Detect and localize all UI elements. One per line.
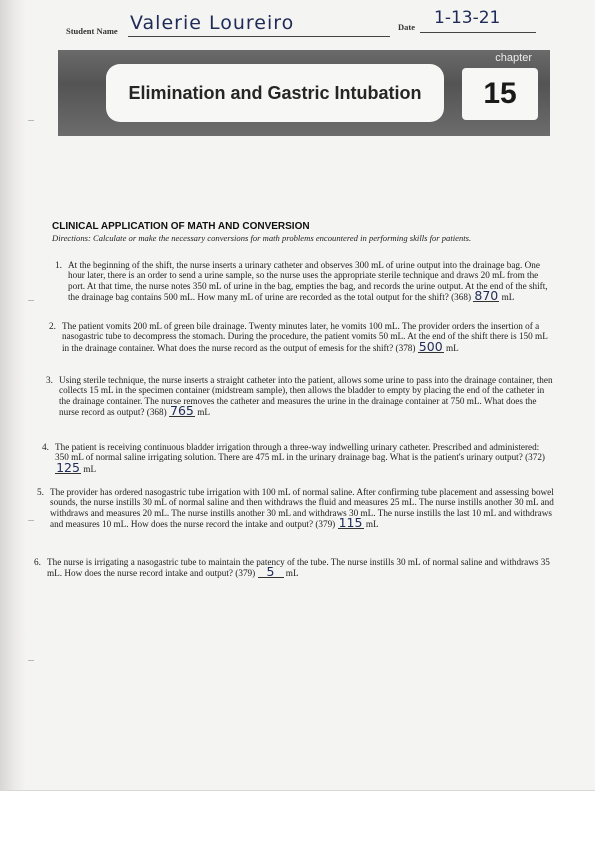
question-item [55,260,554,304]
edge-mark [28,120,34,121]
section-title: CLINICAL APPLICATION OF MATH AND CONVERSION [52,221,310,232]
answer-unit: mL [501,292,515,303]
question-number: 4. [42,442,49,452]
chapter-title-box [106,64,444,122]
chapter-number: 15 [483,77,517,110]
student-name-label: Student Name [66,26,118,36]
question-text: The patient vomits 200 mL of green bile drainage. Twenty minutes later, he vomits 100 mL. The provider orders the insertion of a nasogastric tube to decompress the stomach. During the procedure, the patient vomits 50 mL. At the end of the shift there is 150 mL in the drainage container. What does the nurse record as the output of emesis for the shift? (378) [62,321,548,353]
student-header [62,8,542,38]
question-number: 5. [37,487,44,497]
question-item [37,487,556,531]
answer-unit: mL [197,407,211,418]
edge-mark [28,520,34,521]
date-label: Date [398,22,415,32]
question-number: 2. [49,321,56,331]
chapter-banner [58,50,550,136]
question-text: At the beginning of the shift, the nurse inserts a urinary catheter and observes 300 mL of urine output into the drainage bag. One hour later, there is an order to send a urine sample, so the nurse uses the appropriate sterile technique and draws 20 mL from the port. At that time, the nurse notes 350 mL of urine in the bag, empties the bag, and records the urine output. At the end of the shift, the drainage bag contains 500 mL. How many mL of urine are recorded as the total output for the shift? (368) [68,260,548,303]
chapter-label: chapter [495,52,532,64]
question-number: 1. [55,260,62,270]
date-value: 1-13-21 [434,8,501,28]
question-text: The nurse is irrigating a nasogastric tube to maintain the patency of the tube. The nurse instills 30 mL of normal saline and withdraws 35 mL. How does the nurse record intake and output? (379) [47,557,550,579]
date-line [420,32,536,33]
edge-mark [28,660,34,661]
answer-unit: mL [285,568,299,579]
answer-blank[interactable]: 500 [418,338,443,354]
answer-blank[interactable]: 125 [56,459,80,475]
answer-blank[interactable]: 870 [474,288,499,304]
answer-unit: mL [365,519,379,530]
section-directions: Directions: Calculate or make the necessary conversions for math problems encountered in performing skills for patients. [52,233,472,243]
chapter-number-box [462,68,538,120]
question-number: 6. [34,557,41,567]
question-item [49,321,554,354]
student-name-line [128,36,390,37]
answer-blank[interactable]: 115 [338,515,363,531]
edge-mark [28,300,34,301]
answer-blank[interactable]: 5 [258,567,284,578]
question-text: The provider has ordered nasogastric tube irrigation with 100 mL of normal saline. After confirming tube placement and assessing bowel sounds, the nurse instills 30 mL of normal saline and then withdraws the fluid and measures 25 mL. The nurse instills another 30 mL and withdraws and measures 20 mL. The nurse instills another 30 mL and withdraws 30 mL. The nurse instills the last 10 mL and withdraws and measures 10 mL. How does the nurse record the intake and output? (379) [50,487,554,530]
answer-unit: mL [83,463,97,474]
question-item [42,442,555,475]
section-heading [52,221,552,244]
question-text: Using sterile technique, the nurse inserts a straight catheter into the patient, allows some urine to pass into the drainage container, then collects 15 mL in the specimen container (midstream sample), then allows the bladder to empty by placing the end of the catheter in the drainage container. The nurse removes the catheter and measures the urine in the drainage container at 750 mL. What does the nurse record as output? (368) [59,375,553,418]
answer-unit: mL [446,342,459,353]
blank-area-below-page [0,790,595,843]
chapter-title: Elimination and Gastric Intubation [128,83,422,103]
question-text: The patient is receiving continuous bladder irrigation through a three-way indwelling urinary catheter. Prescribed and administered: 350 mL of normal saline irrigating solution. There are 475 mL in the urinary drainage bag. What is the patient's urinary output? (372) [55,442,545,463]
scanned-page-edge [0,0,26,790]
answer-blank[interactable]: 765 [170,403,194,419]
question-item [34,557,557,580]
question-number: 3. [46,375,53,385]
question-item [46,375,553,419]
student-name-value: Valerie Loureiro [130,12,295,34]
